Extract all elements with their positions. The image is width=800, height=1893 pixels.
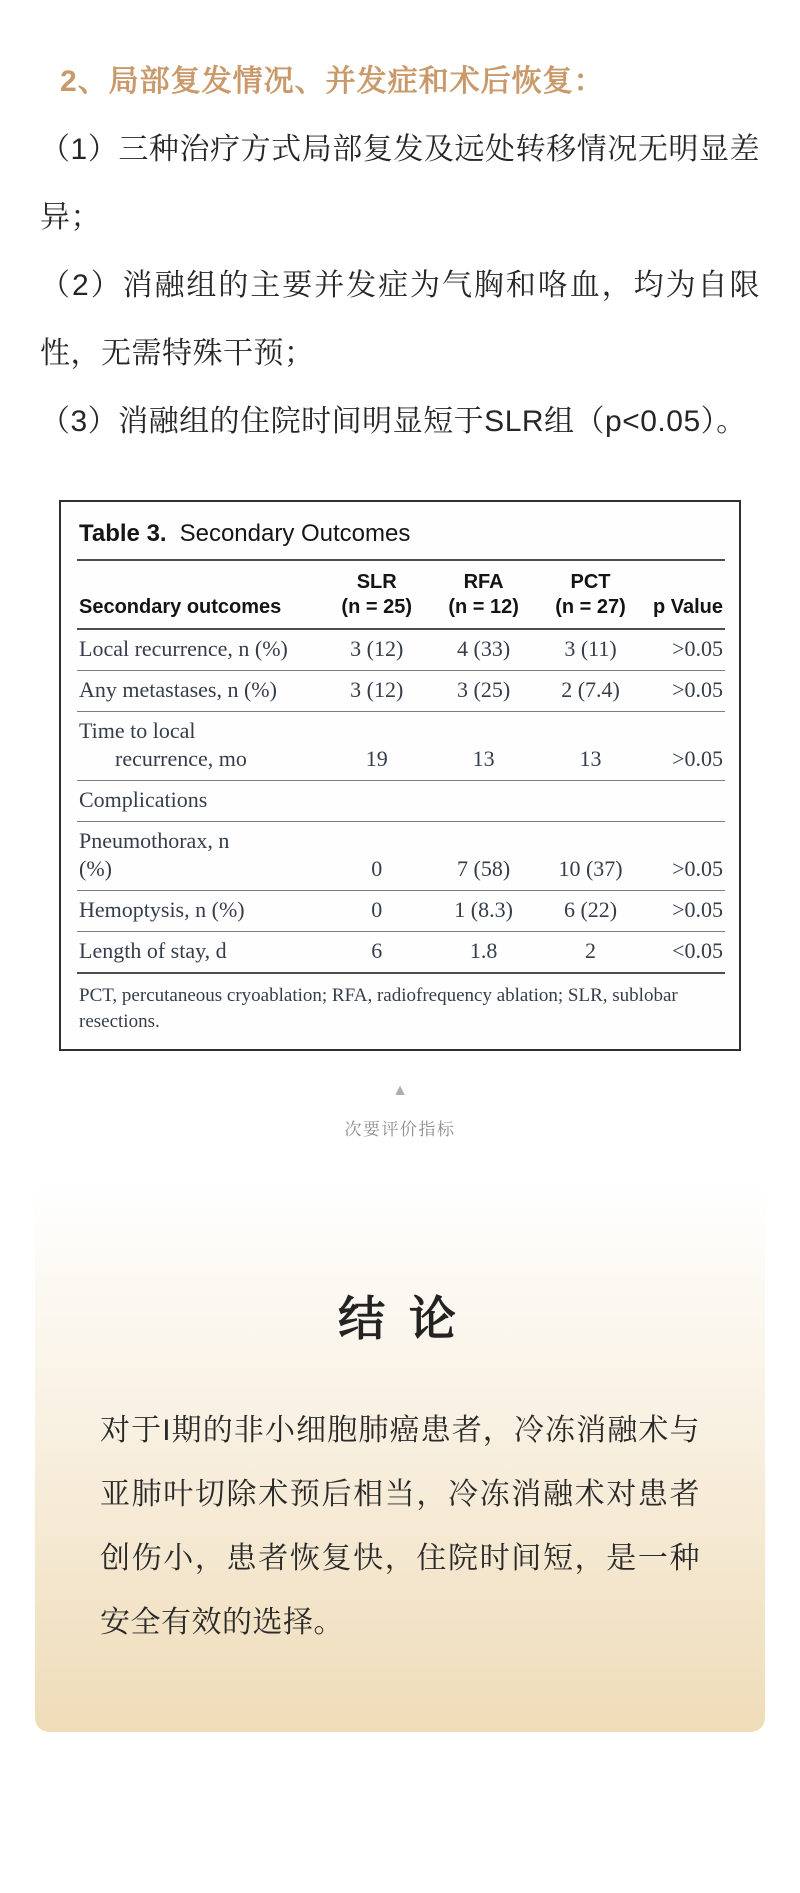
header-slr: SLR (n = 25) — [323, 561, 430, 629]
cell-slr: 19 — [323, 712, 430, 781]
table-row-any-metastases — [77, 671, 725, 712]
article-page — [0, 56, 800, 1732]
cell-pct: 2 — [537, 932, 644, 974]
up-triangle-icon: ▲ — [392, 1082, 408, 1099]
row-label: Time to local recurrence, mo — [77, 712, 323, 781]
table-row-complications-section — [77, 781, 725, 822]
cell-slr: 3 (12) — [323, 629, 430, 671]
conclusion-heading: 结 论 — [338, 1294, 462, 1346]
cell-pct: 2 (7.4) — [537, 671, 644, 712]
cell-pct: 13 — [537, 712, 644, 781]
paragraph-complications: （2）消融组的主要并发症为气胸和咯血，均为自限性，无需特殊干预； — [40, 269, 760, 370]
cell-p-value: >0.05 — [644, 822, 725, 891]
table-card — [59, 500, 741, 1051]
row-label: Local recurrence, n (%) — [77, 629, 323, 671]
figure-caption: 次要评价指标 — [344, 1120, 456, 1139]
table-title — [77, 516, 725, 561]
paragraph-hospital-stay: （3）消融组的住院时间明显短于SLR组（p<0.05）。 — [40, 405, 747, 438]
cell-rfa: 7 (58) — [430, 822, 537, 891]
row-label: Complications — [77, 781, 725, 822]
cell-slr: 0 — [323, 891, 430, 932]
cell-rfa: 1.8 — [430, 932, 537, 974]
row-label: Pneumothorax, n (%) — [77, 822, 323, 891]
cell-p-value: >0.05 — [644, 629, 725, 671]
cell-p-value: >0.05 — [644, 891, 725, 932]
cell-rfa: 1 (8.3) — [430, 891, 537, 932]
conclusion-body: 对于I期的非小细胞肺癌患者，冷冻消融术与亚肺叶切除术预后相当，冷冻消融术对患者创伤小，患者恢复快，住院时间短，是一种安全有效的选择。 — [100, 1414, 700, 1639]
conclusion-section — [35, 1184, 765, 1732]
cell-pct: 3 (11) — [537, 629, 644, 671]
cell-pct: 6 (22) — [537, 891, 644, 932]
table-title-text: Secondary Outcomes — [179, 520, 411, 547]
header-pct: PCT (n = 27) — [537, 561, 644, 629]
header-p-value: p Value — [644, 561, 725, 629]
row-label: Any metastases, n (%) — [77, 671, 323, 712]
figure-caption-block — [0, 1083, 800, 1140]
table-number-label: Table 3. — [79, 520, 167, 547]
table-row-length-of-stay — [77, 932, 725, 974]
cell-rfa: 3 (25) — [430, 671, 537, 712]
cell-slr: 6 — [323, 932, 430, 974]
table-row-pneumothorax — [77, 822, 725, 891]
section-heading: 2、局部复发情况、并发症和术后恢复： — [60, 65, 605, 98]
cell-p-value: >0.05 — [644, 671, 725, 712]
cell-p-value: <0.05 — [644, 932, 725, 974]
secondary-outcomes-table — [77, 561, 725, 974]
cell-pct: 10 (37) — [537, 822, 644, 891]
header-secondary-outcomes: Secondary outcomes — [77, 561, 323, 629]
table-footnote: PCT, percutaneous cryoablation; RFA, radiofrequency ablation; SLR, sublobar resections. — [79, 985, 678, 1032]
table-row-hemoptysis — [77, 891, 725, 932]
table-row-time-to-local-recurrence — [77, 712, 725, 781]
paragraph-local-recurrence: （1）三种治疗方式局部复发及远处转移情况无明显差异； — [40, 133, 760, 234]
cell-rfa: 4 (33) — [430, 629, 537, 671]
row-label: Length of stay, d — [77, 932, 323, 974]
table-header-row — [77, 561, 725, 629]
row-label: Hemoptysis, n (%) — [77, 891, 323, 932]
table-row-local-recurrence — [77, 629, 725, 671]
outcomes-table-figure[interactable] — [0, 500, 800, 1140]
cell-slr: 0 — [323, 822, 430, 891]
cell-slr: 3 (12) — [323, 671, 430, 712]
cell-rfa: 13 — [430, 712, 537, 781]
header-rfa: RFA (n = 12) — [430, 561, 537, 629]
cell-p-value: >0.05 — [644, 712, 725, 781]
